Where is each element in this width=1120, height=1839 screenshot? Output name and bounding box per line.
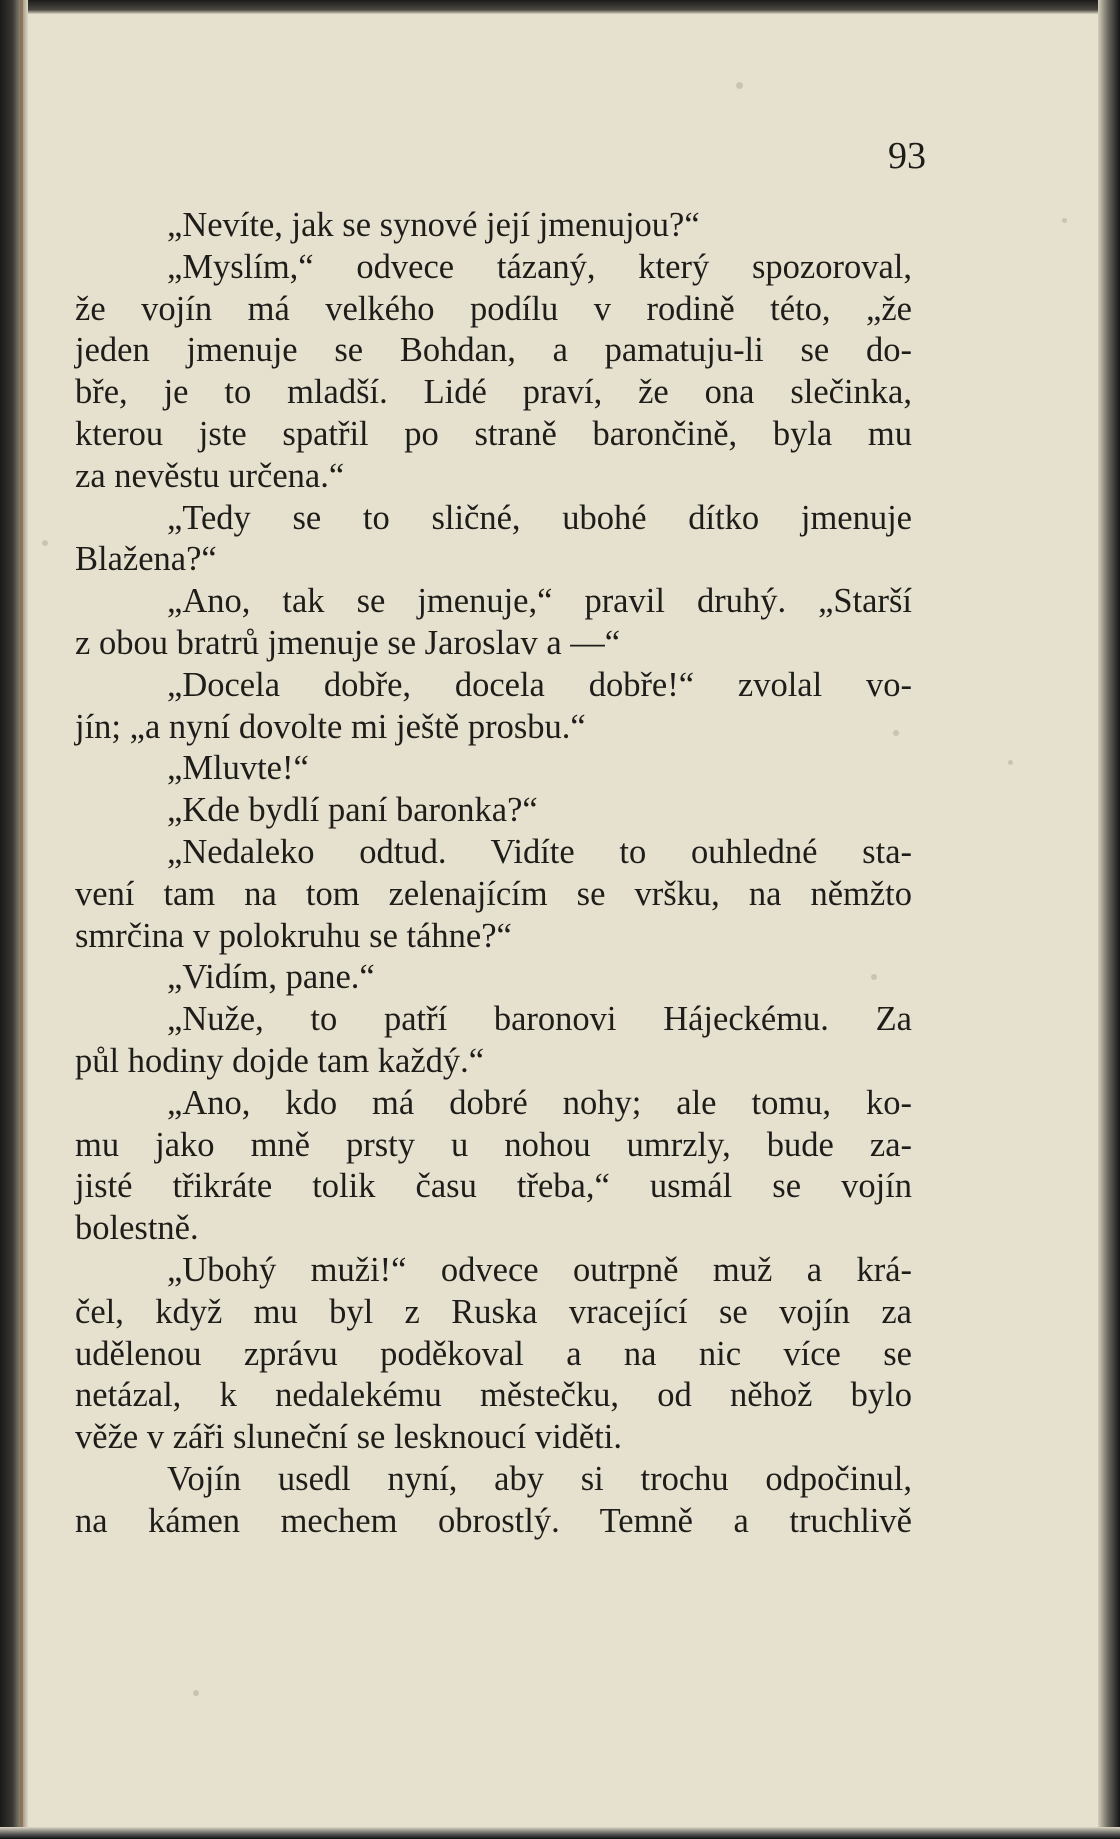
right-edge-shadow: [1098, 0, 1120, 1839]
text-line: „Nevíte, jak se synové její jmenujou?“: [167, 206, 700, 244]
text-line: čel, když mu byl z Ruska vracející se vojín za: [75, 1292, 912, 1331]
paper-speck: [1008, 760, 1013, 765]
text-line: „Nedaleko odtud. Vidíte to ouhledné sta-: [167, 832, 912, 871]
text-line: „Ubohý muži!“ odvece outrpně muž a krá-: [167, 1250, 912, 1289]
text-line: jisté třikráte tolik času třeba,“ usmál se vojín: [75, 1167, 912, 1206]
text-line: „Vidím, pane.“: [167, 958, 375, 997]
text-line: bře, je to mladší. Lidé praví, že ona slečinka,: [75, 373, 912, 412]
paragraph: [75, 665, 912, 749]
text-line: z obou bratrů jmenuje se Jaroslav a —“: [75, 623, 621, 662]
bottom-edge-shadow: [0, 1827, 1120, 1839]
text-line: jín; „a nyní dovolte mi ještě prosbu.“: [75, 707, 586, 746]
text-line: mu jako mně prsty u nohou umrzly, bude za-: [75, 1125, 912, 1164]
text-line: „Mluvte!“: [167, 749, 309, 788]
text-line: „Docela dobře, docela dobře!“ zvolal vo-: [167, 665, 912, 704]
paragraph: [75, 498, 912, 582]
text-line: smrčina v polokruhu se táhne?“: [75, 916, 512, 955]
text-line: netázal, k nedalekému městečku, od něhož bylo: [75, 1376, 912, 1415]
paragraph: [75, 1083, 912, 1250]
body-text: [75, 205, 912, 1543]
text-line: bolestně.: [75, 1209, 199, 1248]
top-edge-shadow: [0, 0, 1120, 14]
text-line: Blažena?“: [75, 540, 217, 579]
text-line: za nevěstu určena.“: [75, 456, 345, 495]
text-line: věže v záři sluneční se lesknoucí viděti.: [75, 1418, 623, 1457]
text-line: půl hodiny dojde tam každý.“: [75, 1041, 485, 1080]
paragraph: [75, 1250, 912, 1459]
text-line: „Nuže, to patří baronovi Hájeckému. Za: [167, 1000, 912, 1039]
paragraph: [75, 1459, 912, 1543]
text-line: „Tedy se to sličné, ubohé dítko jmenuje: [167, 498, 912, 537]
page-number: 93: [888, 135, 926, 177]
paper-speck: [193, 1690, 199, 1696]
text-line: vení tam na tom zelenajícím se vršku, na němžto: [75, 874, 912, 913]
text-line: „Ano, kdo má dobré nohy; ale tomu, ko-: [167, 1083, 912, 1122]
book-spine-shadow: [0, 0, 28, 1839]
paper-speck: [42, 540, 48, 546]
text-line: Vojín usedl nyní, aby si trochu odpočinul,: [167, 1459, 912, 1498]
text-line: kterou jste spatřil po straně barončině, byla mu: [75, 414, 912, 453]
text-line: udělenou zprávu poděkoval a na nic více se: [75, 1334, 912, 1373]
paragraph: [75, 790, 912, 832]
text-line: na kámen mechem obrostlý. Temně a truchlivě: [75, 1501, 912, 1540]
paragraph: [75, 247, 912, 498]
text-line: jeden jmenuje se Bohdan, a pamatuju-li se do-: [75, 331, 912, 370]
spine-binding-line: [20, 0, 23, 1839]
paragraph: [75, 581, 912, 665]
text-line: že vojín má velkého podílu v rodině této, „že: [75, 289, 912, 328]
paper-speck: [1062, 218, 1067, 223]
paragraph: [75, 832, 912, 957]
paragraph: [75, 999, 912, 1083]
text-line: „Kde bydlí paní baronka?“: [167, 791, 538, 830]
paragraph: [75, 205, 912, 247]
paper-speck: [736, 82, 743, 89]
text-line: „Myslím,“ odvece tázaný, který spozoroval,: [167, 247, 912, 286]
text-line: „Ano, tak se jmenuje,“ pravil druhý. „Starší: [167, 582, 912, 621]
paragraph: [75, 957, 912, 999]
paragraph: [75, 748, 912, 790]
